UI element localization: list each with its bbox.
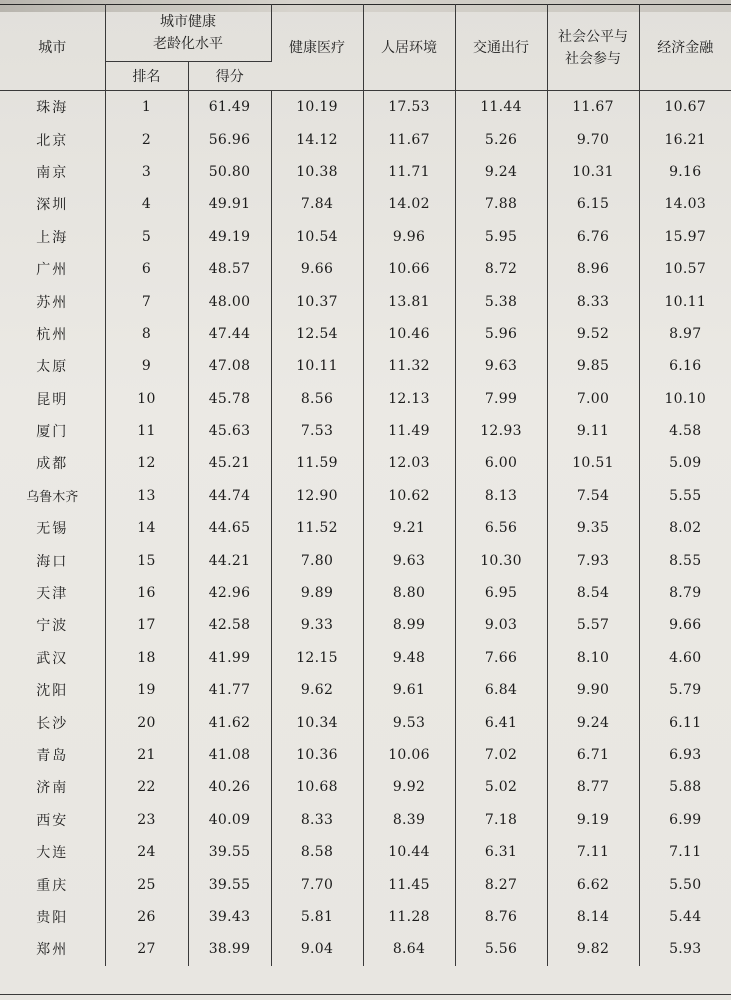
header-living-env: 人居环境 xyxy=(363,5,455,91)
cell-city: 厦门 xyxy=(0,415,105,447)
cell-social: 8.54 xyxy=(547,577,639,609)
cell-living: 11.28 xyxy=(363,901,455,933)
header-health: 健康医疗 xyxy=(271,5,363,91)
cell-score: 50.80 xyxy=(188,156,271,188)
cell-rank: 25 xyxy=(105,868,188,900)
cell-living: 9.63 xyxy=(363,544,455,576)
aging-health-table xyxy=(0,4,731,966)
cell-health: 9.66 xyxy=(271,253,363,285)
cell-rank: 21 xyxy=(105,739,188,771)
cell-health: 9.89 xyxy=(271,577,363,609)
cell-score: 41.62 xyxy=(188,706,271,738)
cell-city: 南京 xyxy=(0,156,105,188)
cell-rank: 22 xyxy=(105,771,188,803)
cell-city: 天津 xyxy=(0,577,105,609)
cell-transport: 6.41 xyxy=(455,706,547,738)
cell-rank: 10 xyxy=(105,383,188,415)
cell-finance: 8.02 xyxy=(669,520,702,537)
cell-living: 9.61 xyxy=(363,674,455,706)
cell-social: 8.33 xyxy=(547,285,639,317)
cell-living: 11.45 xyxy=(363,868,455,900)
cell-transport: 5.26 xyxy=(455,123,547,155)
cell-score: 39.55 xyxy=(188,868,271,900)
cell-transport: 6.84 xyxy=(455,674,547,706)
cell-health: 9.33 xyxy=(271,609,363,641)
cell-transport: 7.88 xyxy=(455,188,547,220)
cell-finance: 5.93 xyxy=(669,941,702,958)
cell-health: 11.59 xyxy=(271,447,363,479)
cell-health: 7.80 xyxy=(271,544,363,576)
cell-transport: 7.99 xyxy=(455,383,547,415)
cell-rank: 9 xyxy=(105,350,188,382)
cell-social: 7.93 xyxy=(547,544,639,576)
cell-city: 济南 xyxy=(0,771,105,803)
table-row xyxy=(0,91,731,124)
table-row xyxy=(0,123,731,155)
cell-health: 8.58 xyxy=(271,836,363,868)
table-row xyxy=(0,836,731,868)
table-row xyxy=(0,480,731,512)
cell-health: 10.37 xyxy=(271,285,363,317)
cell-transport: 9.24 xyxy=(455,156,547,188)
cell-social: 9.70 xyxy=(547,123,639,155)
cell-social: 8.14 xyxy=(547,901,639,933)
cell-score: 47.08 xyxy=(188,350,271,382)
cell-transport: 5.56 xyxy=(455,933,547,965)
cell-city: 贵阳 xyxy=(0,901,105,933)
cell-finance: 6.93 xyxy=(669,747,702,763)
cell-health: 8.56 xyxy=(271,383,363,415)
cell-health: 12.54 xyxy=(271,318,363,350)
cell-transport: 12.93 xyxy=(455,415,547,447)
table-row xyxy=(0,415,731,447)
cell-city: 北京 xyxy=(0,123,105,155)
cell-living: 12.13 xyxy=(363,383,455,415)
cell-city: 沈阳 xyxy=(0,674,105,706)
cell-living: 9.48 xyxy=(363,642,455,674)
cell-finance: 8.55 xyxy=(669,552,702,569)
cell-social: 5.57 xyxy=(547,609,639,641)
table-body xyxy=(0,91,731,966)
cell-city: 海口 xyxy=(0,544,105,576)
cell-living: 12.03 xyxy=(363,447,455,479)
table-row xyxy=(0,350,731,382)
cell-score: 49.19 xyxy=(188,221,271,253)
table-row xyxy=(0,156,731,188)
cell-city: 郑州 xyxy=(0,933,105,965)
cell-living: 8.80 xyxy=(363,577,455,609)
cell-transport: 6.31 xyxy=(455,836,547,868)
cell-city: 武汉 xyxy=(0,642,105,674)
cell-finance: 7.11 xyxy=(669,844,702,861)
table-row xyxy=(0,771,731,803)
cell-health: 11.52 xyxy=(271,512,363,544)
cell-finance: 4.60 xyxy=(669,649,702,666)
cell-city: 广州 xyxy=(0,253,105,285)
cell-city: 昆明 xyxy=(0,383,105,415)
cell-living: 17.53 xyxy=(363,91,455,124)
table-row xyxy=(0,253,731,285)
header-aging-level-line1: 城市健康 xyxy=(160,14,216,30)
cell-rank: 13 xyxy=(105,480,188,512)
cell-finance: 10.57 xyxy=(664,261,707,278)
cell-health: 14.12 xyxy=(271,123,363,155)
cell-city: 重庆 xyxy=(0,868,105,900)
cell-rank: 6 xyxy=(105,253,188,285)
cell-finance: 15.97 xyxy=(664,228,707,245)
cell-social: 9.24 xyxy=(547,706,639,738)
cell-score: 45.21 xyxy=(188,447,271,479)
cell-social: 6.62 xyxy=(547,868,639,900)
cell-score: 39.43 xyxy=(188,901,271,933)
cell-rank: 14 xyxy=(105,512,188,544)
table-row xyxy=(0,447,731,479)
cell-finance: 5.88 xyxy=(669,779,702,796)
header-finance: 经济金融 xyxy=(639,5,731,91)
cell-living: 9.53 xyxy=(363,706,455,738)
table-row xyxy=(0,868,731,900)
header-city: 城市 xyxy=(0,5,105,91)
header-rank: 排名 xyxy=(105,62,188,91)
cell-health: 7.53 xyxy=(271,415,363,447)
cell-health: 10.19 xyxy=(271,91,363,124)
cell-health: 10.34 xyxy=(271,706,363,738)
cell-health: 9.62 xyxy=(271,674,363,706)
cell-transport: 5.02 xyxy=(455,771,547,803)
cell-living: 8.39 xyxy=(363,804,455,836)
cell-finance: 8.97 xyxy=(669,325,702,342)
cell-rank: 17 xyxy=(105,609,188,641)
cell-city: 上海 xyxy=(0,221,105,253)
table-row xyxy=(0,901,731,933)
cell-city: 无锡 xyxy=(0,512,105,544)
cell-transport: 6.00 xyxy=(455,447,547,479)
cell-living: 14.02 xyxy=(363,188,455,220)
cell-transport: 5.38 xyxy=(455,285,547,317)
cell-social: 6.76 xyxy=(547,221,639,253)
cell-finance: 4.58 xyxy=(669,423,702,440)
cell-social: 6.15 xyxy=(547,188,639,220)
cell-transport: 6.95 xyxy=(455,577,547,609)
cell-rank: 15 xyxy=(105,544,188,576)
cell-social: 9.82 xyxy=(547,933,639,965)
cell-living: 10.46 xyxy=(363,318,455,350)
cell-score: 39.55 xyxy=(188,836,271,868)
cell-health: 12.15 xyxy=(271,642,363,674)
cell-city: 珠海 xyxy=(0,91,105,124)
cell-transport: 5.96 xyxy=(455,318,547,350)
cell-city: 深圳 xyxy=(0,188,105,220)
cell-living: 11.71 xyxy=(363,156,455,188)
cell-living: 11.32 xyxy=(363,350,455,382)
cell-rank: 3 xyxy=(105,156,188,188)
cell-city: 太原 xyxy=(0,350,105,382)
cell-finance: 5.09 xyxy=(669,455,702,472)
table-row xyxy=(0,577,731,609)
cell-score: 45.78 xyxy=(188,383,271,415)
cell-rank: 16 xyxy=(105,577,188,609)
cell-social: 8.10 xyxy=(547,642,639,674)
cell-living: 8.99 xyxy=(363,609,455,641)
cell-score: 44.21 xyxy=(188,544,271,576)
cell-score: 40.26 xyxy=(188,771,271,803)
cell-social: 9.90 xyxy=(547,674,639,706)
table-row xyxy=(0,609,731,641)
cell-finance: 5.79 xyxy=(669,682,702,699)
cell-rank: 4 xyxy=(105,188,188,220)
cell-social: 9.19 xyxy=(547,804,639,836)
cell-score: 48.00 xyxy=(188,285,271,317)
cell-finance: 16.21 xyxy=(664,131,707,148)
cell-score: 49.91 xyxy=(188,188,271,220)
cell-living: 8.64 xyxy=(363,933,455,965)
cell-finance: 10.67 xyxy=(664,99,707,116)
cell-transport: 8.27 xyxy=(455,868,547,900)
cell-social: 10.31 xyxy=(547,156,639,188)
cell-city: 青岛 xyxy=(0,739,105,771)
cell-health: 10.38 xyxy=(271,156,363,188)
cell-finance: 10.10 xyxy=(664,390,707,407)
cell-score: 38.99 xyxy=(188,933,271,965)
cell-rank: 24 xyxy=(105,836,188,868)
cell-finance: 6.16 xyxy=(669,358,702,375)
table-row xyxy=(0,804,731,836)
table-row xyxy=(0,221,731,253)
header-social-line2: 社会参与 xyxy=(565,50,621,67)
cell-finance: 6.11 xyxy=(669,714,702,731)
cell-score: 41.77 xyxy=(188,674,271,706)
cell-finance: 5.50 xyxy=(669,876,702,893)
cell-transport: 7.02 xyxy=(455,739,547,771)
cell-finance: 14.03 xyxy=(664,196,707,213)
cell-rank: 19 xyxy=(105,674,188,706)
header-transport: 交通出行 xyxy=(455,5,547,91)
cell-finance: 10.11 xyxy=(664,293,707,310)
cell-transport: 7.66 xyxy=(455,642,547,674)
cell-living: 9.96 xyxy=(363,221,455,253)
cell-rank: 12 xyxy=(105,447,188,479)
cell-rank: 20 xyxy=(105,706,188,738)
cell-score: 40.09 xyxy=(188,804,271,836)
cell-living: 10.66 xyxy=(363,253,455,285)
cell-rank: 1 xyxy=(105,91,188,124)
cell-finance: 5.44 xyxy=(669,908,702,925)
cell-city: 苏州 xyxy=(0,285,105,317)
cell-city: 宁波 xyxy=(0,609,105,641)
table-row xyxy=(0,544,731,576)
cell-health: 7.84 xyxy=(271,188,363,220)
cell-city: 大连 xyxy=(0,836,105,868)
header-aging-level-line2: 老龄化水平 xyxy=(153,36,223,52)
cell-rank: 23 xyxy=(105,804,188,836)
cell-finance: 9.16 xyxy=(669,163,702,180)
cell-living: 9.92 xyxy=(363,771,455,803)
cell-health: 10.54 xyxy=(271,221,363,253)
cell-social: 7.54 xyxy=(547,480,639,512)
cell-social: 10.51 xyxy=(547,447,639,479)
table-bottom-rule xyxy=(0,994,731,995)
cell-score: 41.08 xyxy=(188,739,271,771)
cell-city: 长沙 xyxy=(0,706,105,738)
cell-living: 13.81 xyxy=(363,285,455,317)
cell-social: 9.52 xyxy=(547,318,639,350)
cell-score: 47.44 xyxy=(188,318,271,350)
cell-rank: 26 xyxy=(105,901,188,933)
cell-social: 9.85 xyxy=(547,350,639,382)
table-row xyxy=(0,706,731,738)
table-row xyxy=(0,642,731,674)
cell-score: 42.96 xyxy=(188,577,271,609)
cell-finance: 5.55 xyxy=(669,487,702,504)
cell-rank: 5 xyxy=(105,221,188,253)
cell-transport: 5.95 xyxy=(455,221,547,253)
cell-living: 9.21 xyxy=(363,512,455,544)
cell-score: 56.96 xyxy=(188,123,271,155)
cell-health: 10.36 xyxy=(271,739,363,771)
header-social-line1: 社会公平与 xyxy=(558,28,628,45)
cell-rank: 2 xyxy=(105,123,188,155)
cell-finance: 9.66 xyxy=(669,617,702,634)
table-row xyxy=(0,285,731,317)
cell-social: 7.00 xyxy=(547,383,639,415)
cell-social: 8.77 xyxy=(547,771,639,803)
cell-transport: 8.76 xyxy=(455,901,547,933)
header-aging-level xyxy=(105,5,271,62)
cell-transport: 9.03 xyxy=(455,609,547,641)
cell-rank: 27 xyxy=(105,933,188,965)
cell-transport: 8.13 xyxy=(455,480,547,512)
cell-health: 9.04 xyxy=(271,933,363,965)
cell-living: 10.44 xyxy=(363,836,455,868)
cell-health: 12.90 xyxy=(271,480,363,512)
cell-score: 48.57 xyxy=(188,253,271,285)
table-row xyxy=(0,933,731,965)
cell-city: 乌鲁木齐 xyxy=(0,480,105,512)
cell-social: 9.11 xyxy=(547,415,639,447)
cell-transport: 8.72 xyxy=(455,253,547,285)
cell-transport: 9.63 xyxy=(455,350,547,382)
table-row xyxy=(0,318,731,350)
cell-city: 成都 xyxy=(0,447,105,479)
cell-score: 61.49 xyxy=(188,91,271,124)
cell-social: 6.71 xyxy=(547,739,639,771)
cell-transport: 6.56 xyxy=(455,512,547,544)
cell-city: 杭州 xyxy=(0,318,105,350)
table-row xyxy=(0,188,731,220)
cell-health: 10.11 xyxy=(271,350,363,382)
cell-transport: 7.18 xyxy=(455,804,547,836)
cell-score: 41.99 xyxy=(188,642,271,674)
cell-score: 42.58 xyxy=(188,609,271,641)
cell-living: 11.67 xyxy=(363,123,455,155)
cell-health: 8.33 xyxy=(271,804,363,836)
cell-social: 9.35 xyxy=(547,512,639,544)
table-row xyxy=(0,739,731,771)
cell-living: 10.06 xyxy=(363,739,455,771)
cell-score: 45.63 xyxy=(188,415,271,447)
cell-score: 44.74 xyxy=(188,480,271,512)
cell-finance: 6.99 xyxy=(669,811,702,828)
cell-rank: 8 xyxy=(105,318,188,350)
cell-city: 西安 xyxy=(0,804,105,836)
header-social xyxy=(547,5,639,91)
table-row xyxy=(0,512,731,544)
cell-social: 11.67 xyxy=(547,91,639,124)
cell-rank: 11 xyxy=(105,415,188,447)
cell-social: 7.11 xyxy=(547,836,639,868)
cell-living: 10.62 xyxy=(363,480,455,512)
cell-health: 5.81 xyxy=(271,901,363,933)
cell-health: 10.68 xyxy=(271,771,363,803)
cell-transport: 11.44 xyxy=(455,91,547,124)
cell-finance: 8.79 xyxy=(669,585,702,602)
cell-health: 7.70 xyxy=(271,868,363,900)
cell-rank: 18 xyxy=(105,642,188,674)
table-row xyxy=(0,674,731,706)
cell-score: 44.65 xyxy=(188,512,271,544)
table-row xyxy=(0,383,731,415)
header-score: 得分 xyxy=(188,62,271,91)
cell-social: 8.96 xyxy=(547,253,639,285)
cell-rank: 7 xyxy=(105,285,188,317)
cell-living: 11.49 xyxy=(363,415,455,447)
cell-transport: 10.30 xyxy=(455,544,547,576)
